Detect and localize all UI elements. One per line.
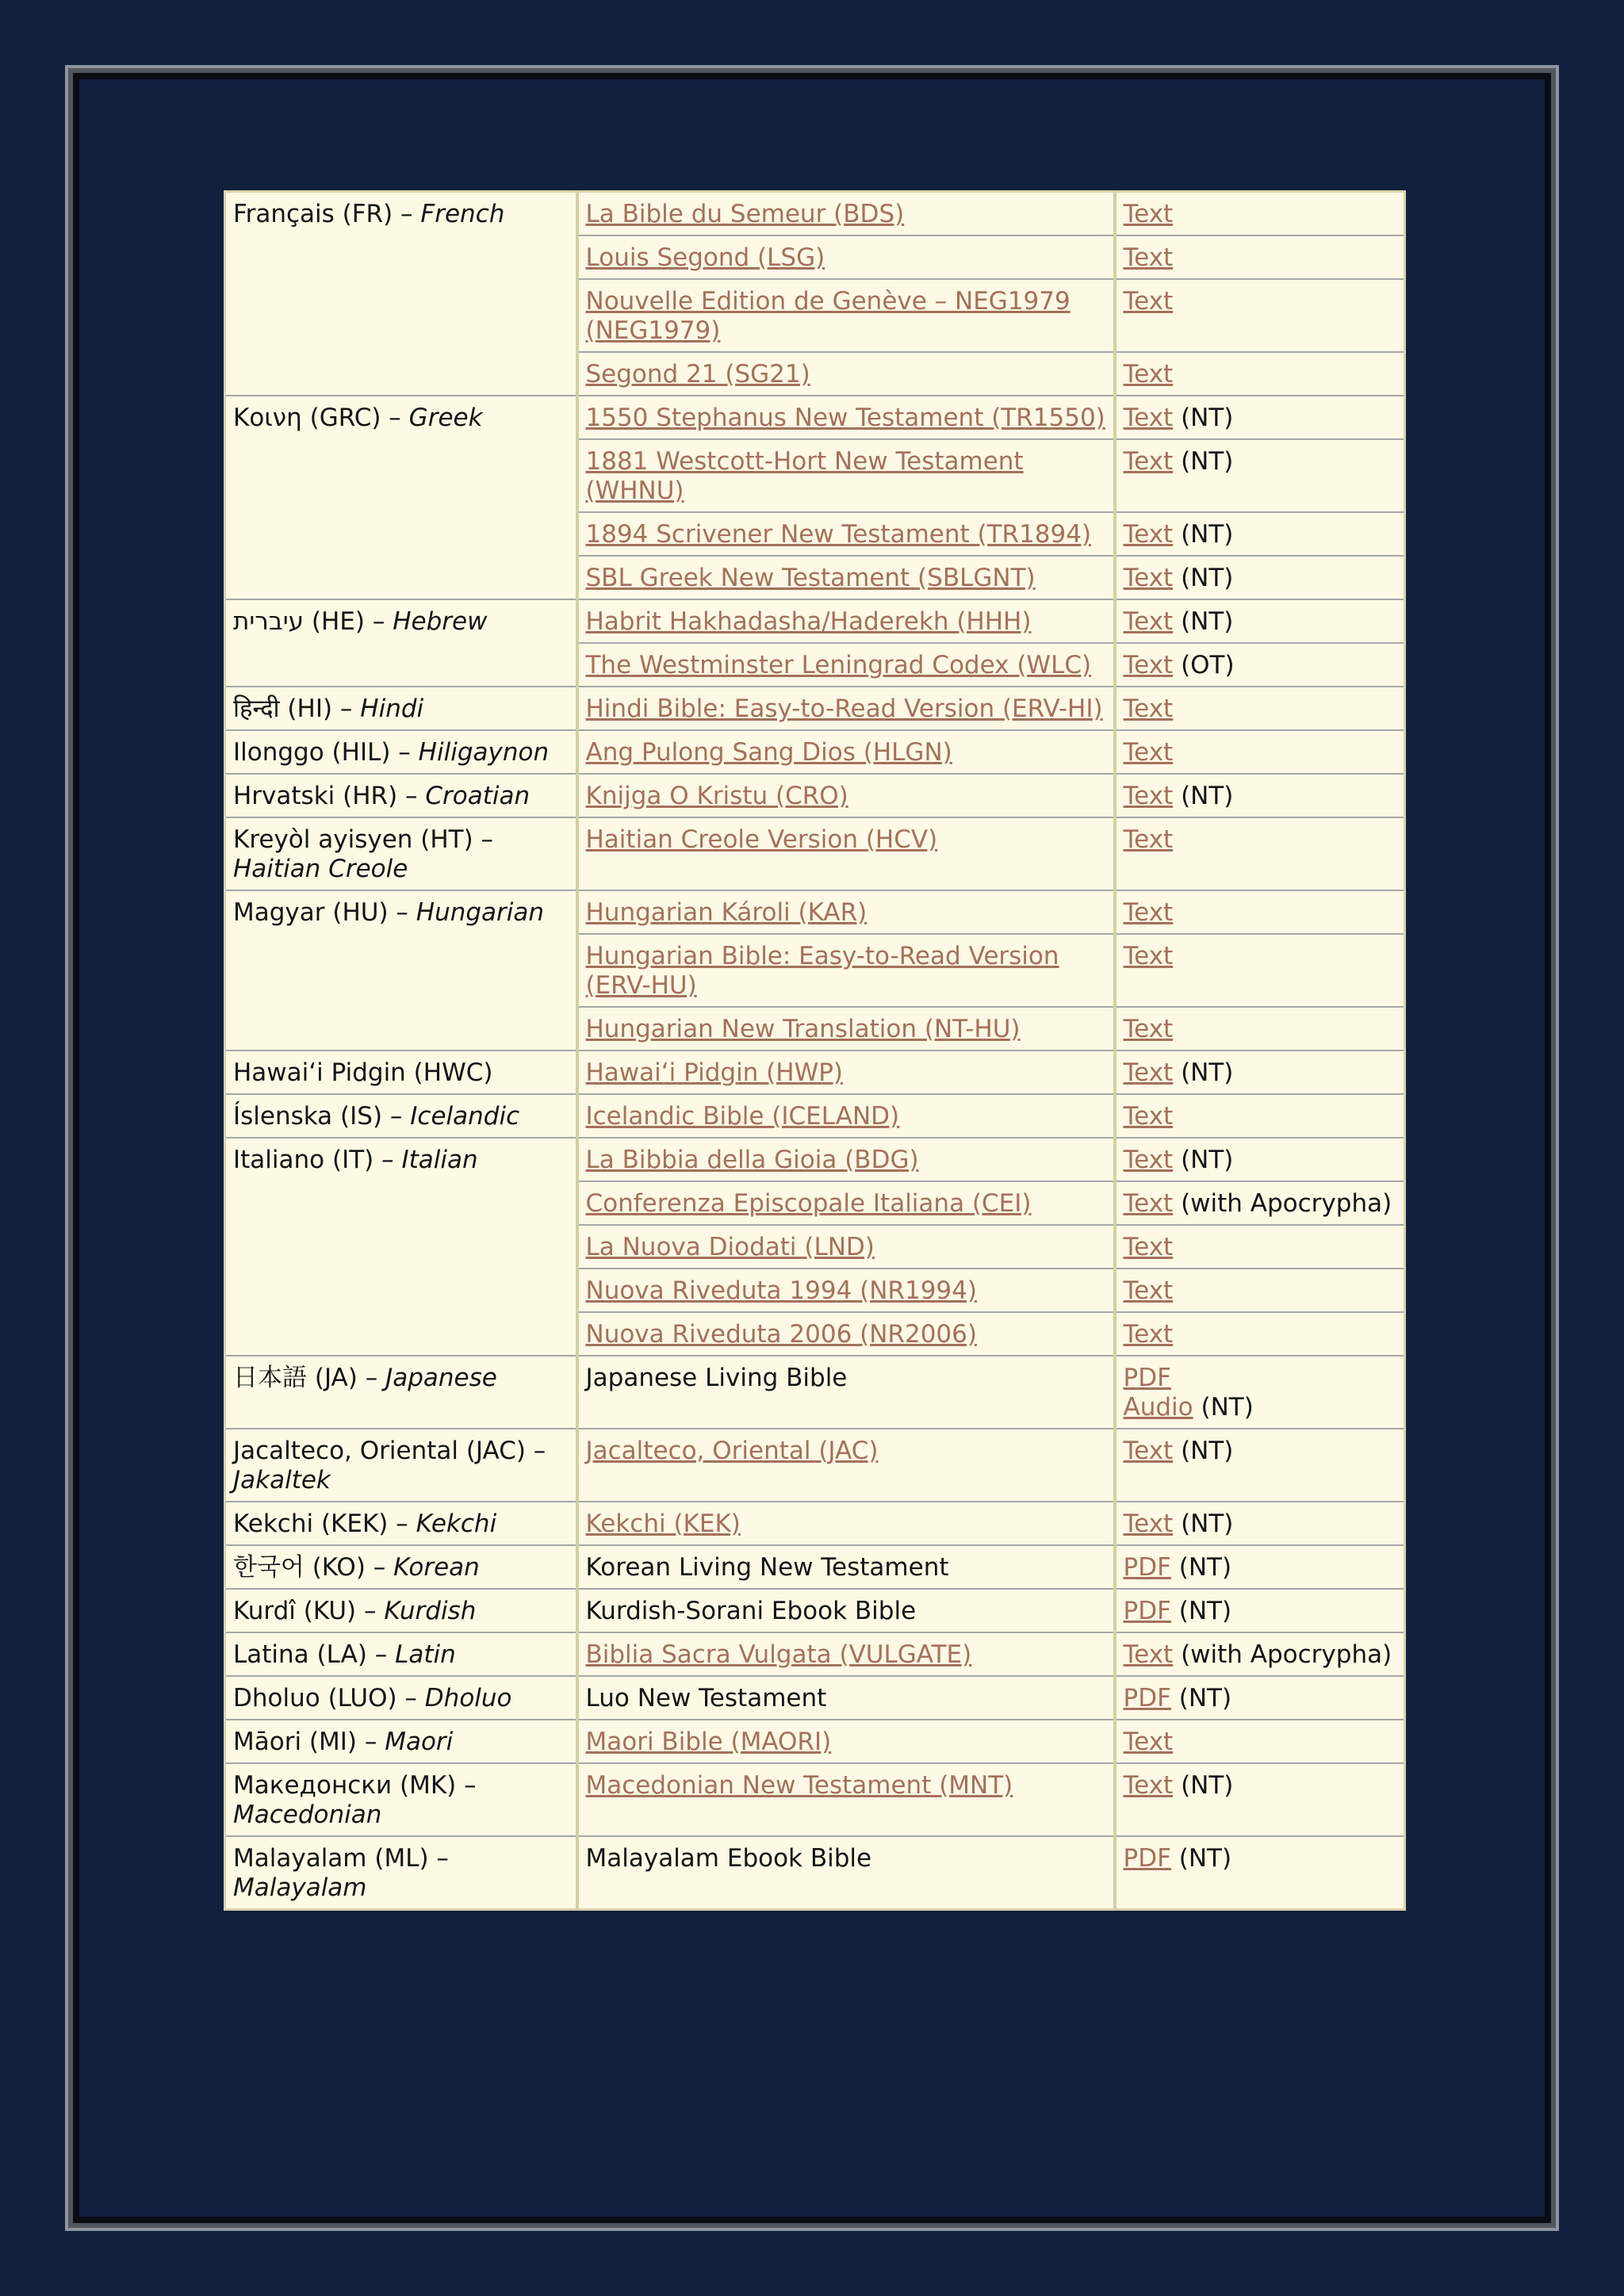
table-row: [225, 1720, 1405, 1763]
language-english-name: Italian: [401, 1146, 478, 1174]
resource-cell: [1115, 934, 1405, 1007]
version-cell: [577, 599, 1115, 643]
version-link[interactable]: Hungarian New Translation (NT-HU): [585, 1015, 1021, 1043]
resource-note: (NT): [1181, 1146, 1234, 1174]
resource-note: (NT): [1178, 1844, 1232, 1873]
language-english-name: Jakaltek: [233, 1466, 331, 1494]
version-cell: [577, 1763, 1115, 1836]
table-row: [225, 396, 1405, 439]
resource-cell: [1115, 890, 1405, 934]
table-row: [225, 890, 1405, 934]
pdf-link[interactable]: PDF: [1123, 1684, 1171, 1712]
version-link[interactable]: Nuova Riveduta 2006 (NR2006): [585, 1320, 977, 1349]
version-link[interactable]: Macedonian New Testament (MNT): [585, 1771, 1013, 1800]
text-link[interactable]: Text: [1123, 404, 1174, 432]
version-cell: [577, 556, 1115, 599]
resource-cell: [1115, 352, 1405, 396]
language-english-name: Macedonian: [233, 1800, 382, 1829]
text-link[interactable]: Text: [1123, 942, 1174, 970]
version-link[interactable]: Hungarian Károli (KAR): [585, 898, 868, 927]
version-name: Malayalam Ebook Bible: [585, 1844, 872, 1873]
text-link[interactable]: Text: [1123, 782, 1174, 810]
resource-cell: [1115, 439, 1405, 512]
text-link[interactable]: Text: [1123, 243, 1174, 272]
resource-note: (NT): [1201, 1393, 1254, 1422]
version-cell: [577, 512, 1115, 556]
version-link[interactable]: Biblia Sacra Vulgata (VULGATE): [585, 1640, 972, 1669]
resource-cell: [1115, 643, 1405, 687]
version-cell: [577, 439, 1115, 512]
version-name: Korean Living New Testament: [585, 1553, 949, 1582]
resource-cell: [1115, 279, 1405, 352]
language-english-name: Hindi: [360, 695, 424, 723]
version-link[interactable]: Hindi Bible: Easy-to-Read Version (ERV-HI): [585, 695, 1103, 723]
version-link[interactable]: Conferenza Episcopale Italiana (CEI): [585, 1189, 1032, 1218]
language-cell: [225, 1763, 577, 1836]
language-name: Dholuo (LUO) –: [233, 1684, 417, 1712]
resource-note: (NT): [1181, 1771, 1234, 1800]
table-row: [225, 1429, 1405, 1502]
text-link[interactable]: Text: [1123, 1189, 1174, 1218]
language-name: Ilonggo (HIL) –: [233, 738, 411, 767]
resource-cell: [1115, 1545, 1405, 1589]
text-link[interactable]: Text: [1123, 898, 1174, 927]
version-cell: [577, 774, 1115, 817]
text-link[interactable]: Text: [1123, 1146, 1174, 1174]
version-link[interactable]: Icelandic Bible (ICELAND): [585, 1102, 900, 1131]
language-name: Κοινη (GRC) –: [233, 404, 401, 432]
text-link[interactable]: Text: [1123, 360, 1174, 388]
version-link[interactable]: Nuova Riveduta 1994 (NR1994): [585, 1276, 977, 1305]
table-row: [225, 1836, 1405, 1910]
language-cell: [225, 1676, 577, 1720]
resource-cell: [1115, 1720, 1405, 1763]
audio-link[interactable]: Audio: [1123, 1393, 1193, 1422]
language-cell: [225, 687, 577, 730]
version-cell: [577, 1545, 1115, 1589]
version-cell: [577, 1312, 1115, 1356]
table-row: [225, 1050, 1405, 1094]
version-link[interactable]: 1894 Scrivener New Testament (TR1894): [585, 520, 1092, 549]
version-link[interactable]: Hawai‘i Pidgin (HWP): [585, 1058, 844, 1087]
language-cell: [225, 1502, 577, 1545]
version-link[interactable]: Knijga O Kristu (CRO): [585, 782, 848, 810]
text-link[interactable]: Text: [1123, 695, 1174, 723]
language-english-name: Korean: [393, 1553, 480, 1582]
version-cell: [577, 1429, 1115, 1502]
resource-cell: [1115, 1138, 1405, 1181]
resource-note: (NT): [1178, 1684, 1232, 1712]
version-cell: [577, 1720, 1115, 1763]
resource-note: (NT): [1181, 404, 1234, 432]
text-link[interactable]: Text: [1123, 1510, 1174, 1538]
language-name: हिन्दी (HI) –: [233, 695, 353, 723]
resource-cell: [1115, 599, 1405, 643]
resource-note: (NT): [1181, 782, 1234, 810]
language-cell: [225, 192, 577, 396]
table-row: [225, 1094, 1405, 1138]
resource-cell: [1115, 730, 1405, 774]
resource-note: (NT): [1181, 1437, 1234, 1465]
language-name: Македонски (MK) –: [233, 1771, 477, 1800]
version-link[interactable]: La Bible du Semeur (BDS): [585, 200, 905, 228]
version-cell: [577, 235, 1115, 279]
resource-note: (NT): [1178, 1553, 1232, 1582]
version-name: Japanese Living Bible: [585, 1364, 848, 1392]
version-cell: [577, 192, 1115, 236]
text-link[interactable]: Text: [1123, 1771, 1174, 1800]
version-cell: [577, 890, 1115, 934]
version-cell: [577, 730, 1115, 774]
pdf-link[interactable]: PDF: [1123, 1553, 1171, 1582]
resource-note: (NT): [1181, 520, 1234, 549]
language-cell: [225, 1429, 577, 1502]
version-link[interactable]: La Bibbia della Gioia (BDG): [585, 1146, 919, 1174]
resource-cell: [1115, 1356, 1405, 1429]
language-english-name: Hebrew: [393, 607, 488, 636]
language-english-name: Malayalam: [233, 1873, 367, 1902]
language-cell: [225, 1356, 577, 1429]
language-name: Hrvatski (HR) –: [233, 782, 418, 810]
language-name: Kekchi (KEK) –: [233, 1510, 408, 1538]
version-cell: [577, 1356, 1115, 1429]
table-row: [225, 730, 1405, 774]
text-link[interactable]: Text: [1123, 287, 1174, 316]
resource-note: (NT): [1181, 564, 1234, 592]
resource-cell: [1115, 512, 1405, 556]
table-row: [225, 1632, 1405, 1676]
pdf-link[interactable]: PDF: [1123, 1364, 1171, 1392]
version-cell: [577, 934, 1115, 1007]
version-link[interactable]: Segond 21 (SG21): [585, 360, 810, 388]
language-name: Latina (LA) –: [233, 1640, 388, 1669]
resource-note: (with Apocrypha): [1181, 1640, 1392, 1669]
language-name: Malayalam (ML) –: [233, 1844, 449, 1873]
resource-cell: [1115, 1094, 1405, 1138]
language-english-name: Hiligaynon: [418, 738, 550, 767]
text-link[interactable]: Text: [1123, 447, 1174, 476]
resource-note: (NT): [1181, 1510, 1234, 1538]
version-name: Luo New Testament: [585, 1684, 827, 1712]
language-cell: [225, 396, 577, 599]
language-cell: [225, 1545, 577, 1589]
version-cell: [577, 1050, 1115, 1094]
resource-cell: [1115, 1269, 1405, 1312]
version-link[interactable]: La Nuova Diodati (LND): [585, 1233, 875, 1261]
text-link[interactable]: Text: [1123, 1015, 1174, 1043]
language-english-name: Greek: [408, 404, 483, 432]
language-name: Jacalteco, Oriental (JAC) –: [233, 1437, 546, 1465]
resource-cell: [1115, 1312, 1405, 1356]
version-cell: [577, 1007, 1115, 1050]
version-cell: [577, 352, 1115, 396]
version-name: Kurdish-Sorani Ebook Bible: [585, 1597, 917, 1625]
table-row: [225, 1545, 1405, 1589]
version-cell: [577, 1632, 1115, 1676]
resource-cell: [1115, 1225, 1405, 1269]
table-row: [225, 1502, 1405, 1545]
language-name: Français (FR) –: [233, 200, 413, 228]
version-cell: [577, 1181, 1115, 1225]
version-cell: [577, 1502, 1115, 1545]
version-cell: [577, 1094, 1115, 1138]
language-name: Magyar (HU) –: [233, 898, 408, 927]
language-name: Hawai‘i Pidgin (HWC): [233, 1058, 493, 1087]
resource-cell: [1115, 1676, 1405, 1720]
language-name: 한국어 (KO) –: [233, 1553, 386, 1582]
version-link[interactable]: Haitian Creole Version (HCV): [585, 825, 938, 854]
text-link[interactable]: Text: [1123, 1102, 1174, 1131]
resource-cell: [1115, 1836, 1405, 1910]
language-cell: [225, 890, 577, 1050]
resource-note: (NT): [1181, 447, 1234, 476]
language-cell: [225, 1836, 577, 1910]
resource-cell: [1115, 1050, 1405, 1094]
version-link[interactable]: Maori Bible (MAORI): [585, 1728, 832, 1756]
language-english-name: Croatian: [425, 782, 530, 810]
version-cell: [577, 1836, 1115, 1910]
text-link[interactable]: Text: [1123, 1058, 1174, 1087]
pdf-link[interactable]: PDF: [1123, 1844, 1171, 1873]
language-english-name: Haitian Creole: [233, 855, 408, 883]
version-link[interactable]: 1881 Westcott-Hort New Testament (WHNU): [585, 447, 1024, 505]
resource-cell: [1115, 192, 1405, 236]
version-cell: [577, 1589, 1115, 1632]
language-cell: [225, 1138, 577, 1356]
text-link[interactable]: Text: [1123, 651, 1174, 679]
version-cell: [577, 1676, 1115, 1720]
table-row: [225, 1138, 1405, 1181]
text-link[interactable]: Text: [1123, 1640, 1174, 1669]
resource-cell: [1115, 1632, 1405, 1676]
text-link[interactable]: Text: [1123, 1728, 1174, 1756]
version-link[interactable]: Louis Segond (LSG): [585, 243, 825, 272]
bible-versions-table-body: [225, 192, 1405, 1910]
language-cell: [225, 1632, 577, 1676]
text-link[interactable]: Text: [1123, 1233, 1174, 1261]
resource-cell: [1115, 1502, 1405, 1545]
language-name: Māori (MI) –: [233, 1728, 377, 1756]
version-link[interactable]: Kekchi (KEK): [585, 1510, 741, 1538]
language-english-name: Maori: [385, 1728, 454, 1756]
resource-note: (NT): [1181, 607, 1234, 636]
text-link[interactable]: Text: [1123, 564, 1174, 592]
language-english-name: Hungarian: [416, 898, 545, 927]
resource-cell: [1115, 774, 1405, 817]
resource-note: (NT): [1178, 1597, 1232, 1625]
resource-cell: [1115, 1007, 1405, 1050]
version-link[interactable]: Habrit Hakhadasha/Haderekh (HHH): [585, 607, 1032, 636]
language-cell: [225, 599, 577, 687]
resource-cell: [1115, 556, 1405, 599]
language-english-name: French: [420, 200, 505, 228]
table-row: [225, 817, 1405, 890]
version-cell: [577, 1269, 1115, 1312]
language-cell: [225, 1050, 577, 1094]
text-link[interactable]: Text: [1123, 607, 1174, 636]
version-cell: [577, 396, 1115, 439]
version-cell: [577, 817, 1115, 890]
table-row: [225, 687, 1405, 730]
resource-note: (OT): [1181, 651, 1235, 679]
version-link[interactable]: Ang Pulong Sang Dios (HLGN): [585, 738, 952, 767]
version-link[interactable]: Nouvelle Edition de Genève – NEG1979 (NEG1979): [585, 287, 1071, 345]
version-link[interactable]: Hungarian Bible: Easy-to-Read Version (ERV-HU): [585, 942, 1059, 1000]
language-english-name: Kurdish: [384, 1597, 477, 1625]
resource-cell: [1115, 817, 1405, 890]
version-link[interactable]: Jacalteco, Oriental (JAC): [585, 1437, 879, 1465]
text-link[interactable]: Text: [1123, 200, 1174, 228]
version-cell: [577, 687, 1115, 730]
language-english-name: Latin: [395, 1640, 456, 1669]
language-name: עיברית (HE) –: [233, 607, 385, 636]
version-cell: [577, 1138, 1115, 1181]
version-cell: [577, 643, 1115, 687]
text-link[interactable]: Text: [1123, 738, 1174, 767]
language-name: Kreyòl ayisyen (HT) –: [233, 825, 494, 854]
language-name: Italiano (IT) –: [233, 1146, 394, 1174]
language-cell: [225, 1094, 577, 1138]
language-cell: [225, 774, 577, 817]
version-cell: [577, 1225, 1115, 1269]
table-row: [225, 1676, 1405, 1720]
language-english-name: Icelandic: [410, 1102, 520, 1131]
resource-note: (with Apocrypha): [1181, 1189, 1392, 1218]
version-link[interactable]: SBL Greek New Testament (SBLGNT): [585, 564, 1036, 592]
language-cell: [225, 1589, 577, 1632]
version-cell: [577, 279, 1115, 352]
table-row: [225, 1763, 1405, 1836]
version-link[interactable]: The Westminster Leningrad Codex (WLC): [585, 651, 1092, 679]
pdf-link[interactable]: PDF: [1123, 1597, 1171, 1625]
text-link[interactable]: Text: [1123, 1437, 1174, 1465]
table-row: [225, 1356, 1405, 1429]
text-link[interactable]: Text: [1123, 1276, 1174, 1305]
language-name: Íslenska (IS) –: [233, 1102, 403, 1131]
resource-cell: [1115, 396, 1405, 439]
resource-cell: [1115, 1429, 1405, 1502]
resource-cell: [1115, 687, 1405, 730]
text-link[interactable]: Text: [1123, 1320, 1174, 1349]
language-cell: [225, 1720, 577, 1763]
language-cell: [225, 730, 577, 774]
language-english-name: Dholuo: [424, 1684, 512, 1712]
table-row: [225, 599, 1405, 643]
resource-cell: [1115, 1589, 1405, 1632]
bible-versions-table: [224, 190, 1406, 1911]
table-row: [225, 1589, 1405, 1632]
table-row: [225, 192, 1405, 236]
version-link[interactable]: 1550 Stephanus New Testament (TR1550): [585, 404, 1105, 432]
resource-cell: [1115, 235, 1405, 279]
resource-cell: [1115, 1181, 1405, 1225]
language-name: 日本語 (JA) –: [233, 1364, 378, 1392]
table-row: [225, 774, 1405, 817]
resource-cell: [1115, 1763, 1405, 1836]
language-english-name: Kekchi: [416, 1510, 497, 1538]
text-link[interactable]: Text: [1123, 520, 1174, 549]
language-name: Kurdî (KU) –: [233, 1597, 377, 1625]
resource-note: (NT): [1181, 1058, 1234, 1087]
text-link[interactable]: Text: [1123, 825, 1174, 854]
language-english-name: Japanese: [385, 1364, 497, 1392]
language-cell: [225, 817, 577, 890]
